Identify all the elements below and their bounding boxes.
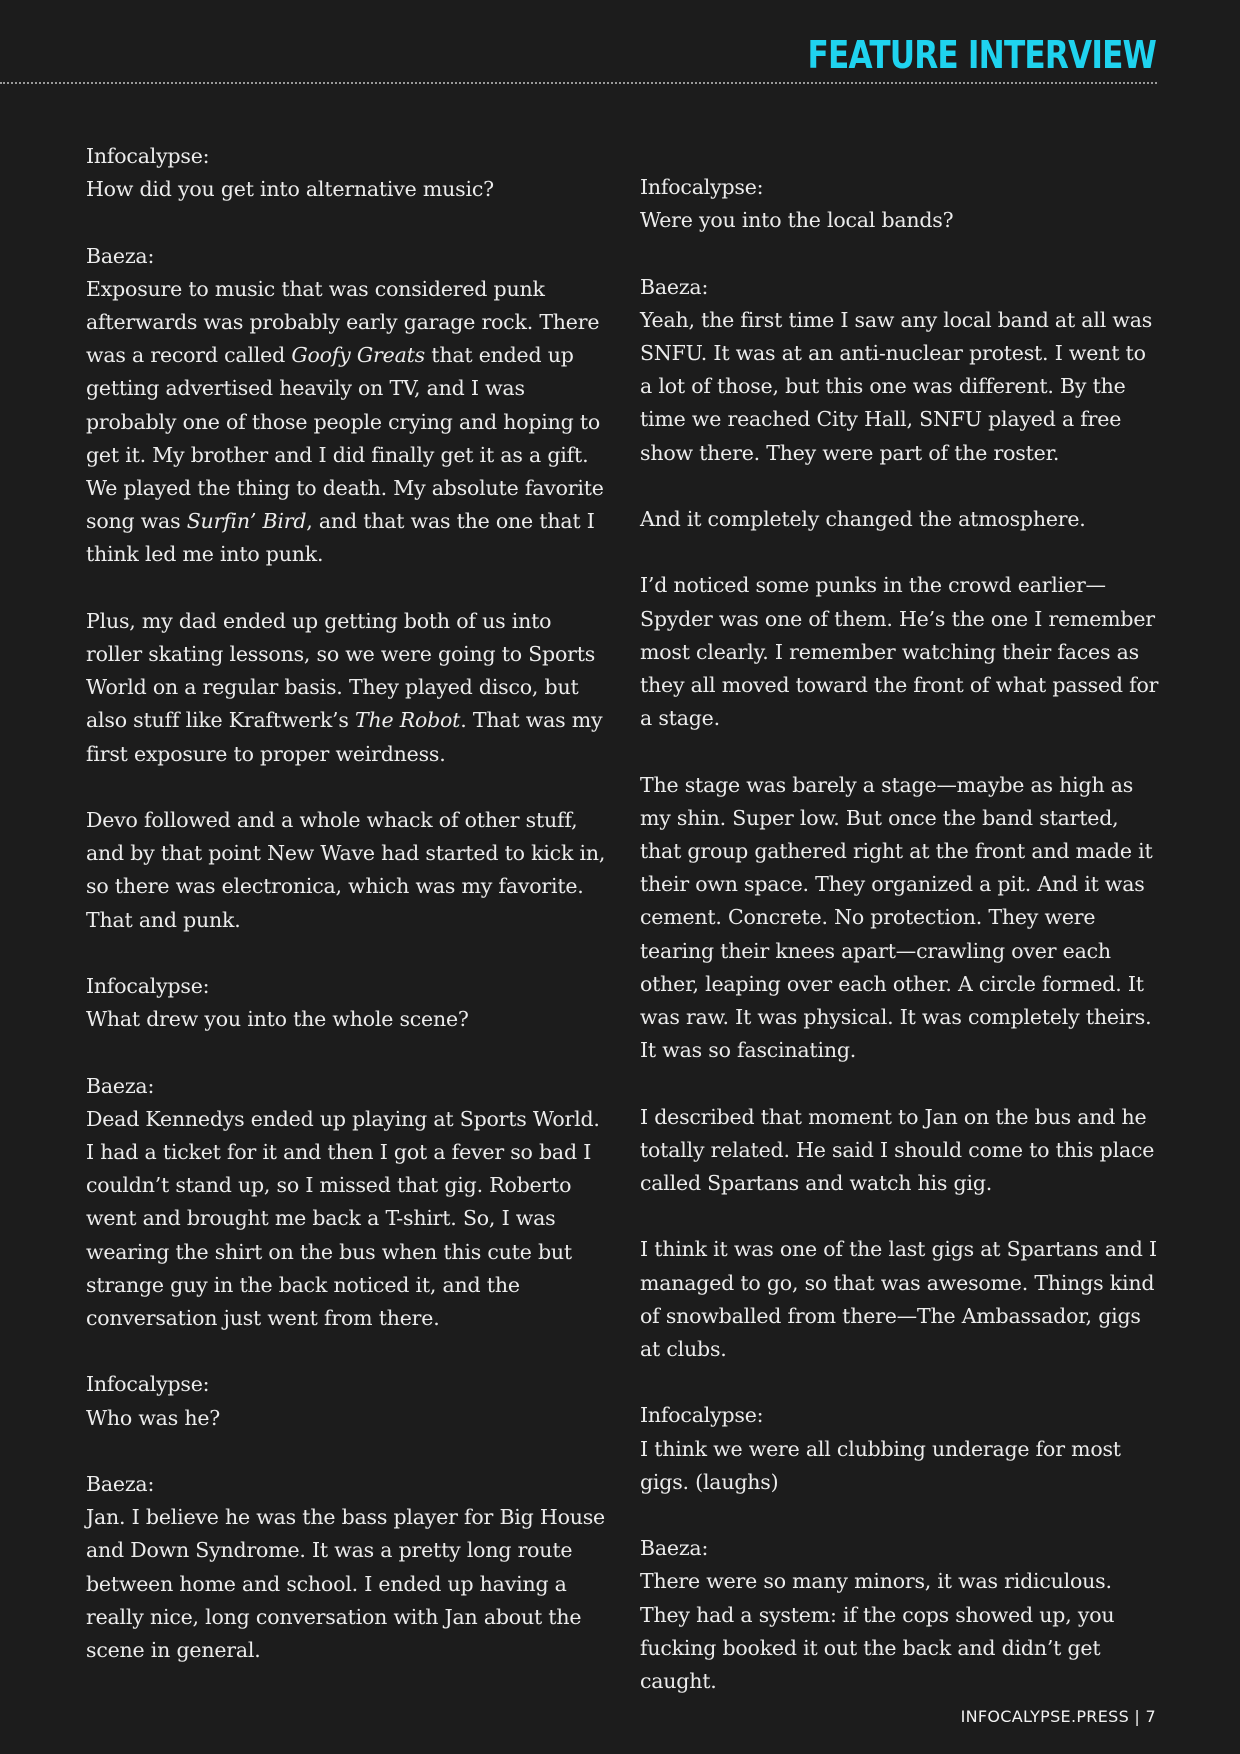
interviewer-question [86, 140, 606, 206]
question-text: What drew you into the whole scene? [86, 1007, 469, 1032]
answer-paragraph [640, 1532, 1160, 1698]
answer-text [86, 605, 606, 771]
text-run: that ended up getting advertised heavily on TV, and I was probably one of those people crying and hoping to get it. My brother and I did finally get it as a gift. We played the thing to death. My absolute favorite song was [86, 343, 604, 534]
text-run: Dead Kennedys ended up playing at Sports World. I had a ticket for it and then I got a fever so bad I couldn’t stand up, so I missed that gig. Roberto went and brought me back a T-shirt. So, I was wearing the shirt on the bus when this cute but strange guy in the back noticed it, and the conversation just went from there. [86, 1106, 600, 1331]
italic-title: The Robot [355, 708, 461, 733]
answer-paragraph [640, 271, 1160, 470]
footer-separator: | [1134, 1707, 1141, 1726]
text-run: I described that moment to Jan on the bus and he totally related. He said I should come to this place called Spartans and watch his gig. [640, 1104, 1155, 1196]
italic-title: Surfin’ Bird [186, 509, 307, 534]
answer-text [86, 804, 606, 937]
text-run: Jan. I believe he was the bass player for Big House and Down Syndrome. It was a pretty long route between home and school. I ended up having a really nice, long conversation with Jan about the scene in general. [86, 1505, 605, 1663]
text-run: Devo followed and a whole whack of other stuff, and by that point New Wave had started to kick in, so there was electronica, which was my favorite. That and punk. [86, 808, 606, 932]
answer-paragraph [640, 503, 1160, 536]
speaker-label: Infocalypse: [640, 1403, 764, 1428]
text-run: The stage was barely a stage—maybe as high as my shin. Super low. But once the band started, that group gathered right at the front and made it their own space. They organized a pit. And it was cement. Concrete. No protection. They were tearing their knees apart—crawling over each other, leaping over each other. A circle formed. It was raw. It was physical. It was completely theirs. It was so fascinating. [640, 772, 1153, 1063]
left-column [86, 140, 606, 1700]
text-run: Plus, my dad ended up getting both of us into roller skating lessons, so we were going to Sports World on a regular basis. They played disco, but also stuff like Kraftwerk’s [86, 608, 596, 733]
answer-paragraph [86, 804, 606, 937]
text-run: Exposure to music that was considered punk afterwards was probably early garage rock. There was a record called [86, 276, 600, 368]
footer-site: INFOCALYPSE.PRESS [960, 1707, 1130, 1726]
answer-text [86, 1501, 606, 1667]
answer-paragraph [640, 769, 1160, 1068]
answer-text [86, 1103, 606, 1335]
answer-text [640, 1101, 1160, 1201]
speaker-label: Infocalypse: [86, 144, 210, 168]
speaker-label: Baeza: [86, 1472, 155, 1497]
answer-paragraph [640, 569, 1160, 735]
answer-text [86, 273, 606, 572]
answer-text [640, 1565, 1160, 1698]
interviewer-question [86, 1368, 606, 1434]
right-column [640, 171, 1160, 1731]
answer-paragraph [86, 605, 606, 771]
answer-paragraph [86, 240, 606, 572]
text-run: And it completely changed the atmosphere. [640, 507, 1086, 531]
answer-paragraph [640, 1233, 1160, 1366]
speaker-label: Infocalypse: [640, 175, 764, 199]
answer-text [640, 769, 1160, 1068]
answer-paragraph [86, 1070, 606, 1336]
page-number: 7 [1145, 1707, 1156, 1726]
question-text: Were you into the local bands? [640, 208, 954, 233]
interviewer-question [86, 970, 606, 1036]
speaker-label: Baeza: [86, 243, 155, 268]
speaker-label: Infocalypse: [86, 1372, 210, 1397]
interviewer-question [640, 1399, 1160, 1499]
text-run: , and that was the one that I think led me into punk. [86, 509, 595, 567]
speaker-label: Baeza: [86, 1073, 155, 1098]
text-run: I think it was one of the last gigs at Spartans and I managed to go, so that was awesome. Things kind of snowballed from there—The Ambassador, gigs at clubs. [640, 1237, 1157, 1362]
answer-paragraph [640, 1101, 1160, 1201]
text-run: . That was my first exposure to proper weirdness. [86, 708, 603, 766]
speaker-label: Baeza: [640, 1536, 709, 1561]
interviewer-question [640, 171, 1160, 237]
question-text: I think we were all clubbing underage for most gigs. (laughs) [640, 1436, 1121, 1494]
answer-text [640, 569, 1160, 735]
text-run: Yeah, the first time I saw any local band at all was SNFU. It was at an anti-nuclear protest. I went to a lot of those, but this one was different. By the time we reached City Hall, SNFU played a free show there. They were part of the roster. [640, 307, 1153, 465]
text-run: There were so many minors, it was ridiculous. They had a system: if the cops showed up, you fucking booked it out the back and didn’t get caught. [640, 1569, 1115, 1694]
page-footer [961, 1707, 1156, 1726]
answer-text [640, 1233, 1160, 1366]
speaker-label: Baeza: [640, 274, 709, 299]
answer-text [640, 503, 1160, 536]
question-text: Who was he? [86, 1405, 221, 1430]
speaker-label: Infocalypse: [86, 974, 210, 999]
text-run: I’d noticed some punks in the crowd earlier—Spyder was one of them. He’s the one I remember most clearly. I remember watching their faces as they all moved toward the front of what passed for a stage. [640, 573, 1159, 731]
answer-paragraph [86, 1468, 606, 1667]
header-divider [0, 82, 1157, 84]
italic-title: Goofy Greats [291, 343, 425, 368]
answer-text [640, 304, 1160, 470]
section-title: FEATURE INTERVIEW [807, 33, 1156, 77]
question-text: How did you get into alternative music? [86, 177, 494, 202]
